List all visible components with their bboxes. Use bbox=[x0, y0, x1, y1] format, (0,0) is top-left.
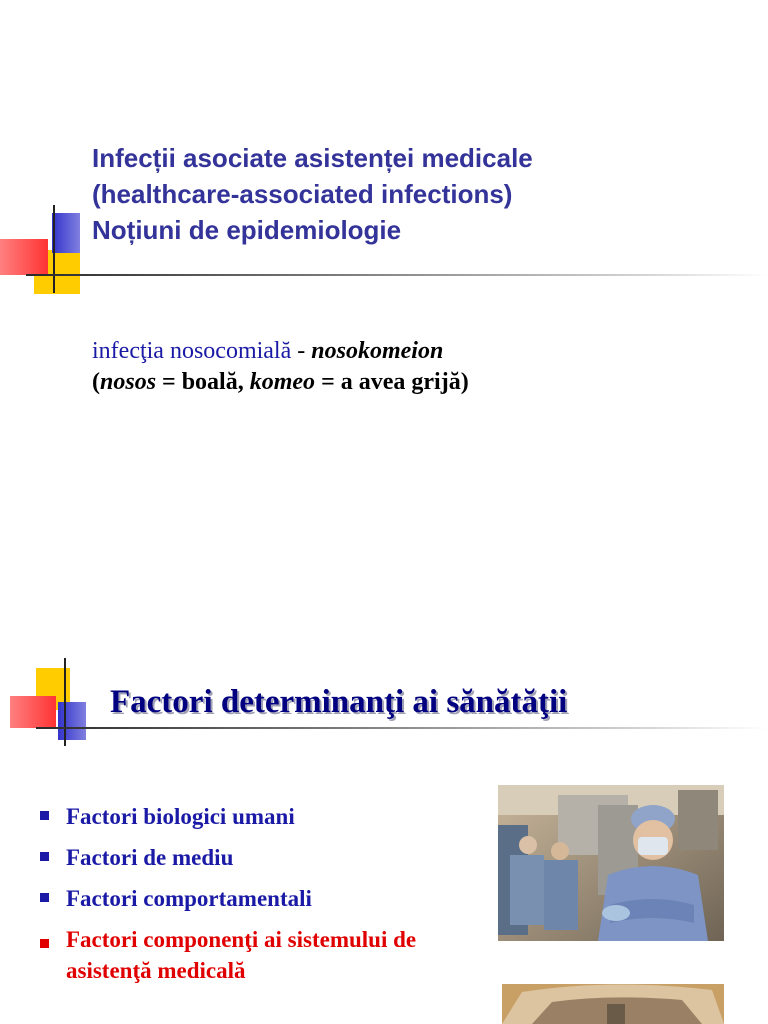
bullet-square-icon bbox=[40, 811, 49, 820]
corner-decoration-2 bbox=[8, 658, 88, 748]
open-paren: ( bbox=[92, 369, 100, 395]
bullet-square-icon bbox=[40, 893, 49, 902]
definition-line-1 bbox=[92, 336, 469, 367]
slide-2-title: Factori determinanţi ai sănătăţii bbox=[110, 684, 568, 720]
definition-line-2 bbox=[92, 367, 469, 398]
surgeon-illustration-icon bbox=[498, 785, 724, 941]
term-origin: nosokomeion bbox=[311, 338, 444, 364]
slide-1-title bbox=[92, 140, 533, 248]
medical-staff-photo bbox=[498, 785, 724, 941]
list-item-label: Factori de mediu bbox=[66, 845, 234, 870]
title-line-2: (healthcare-associated infections) bbox=[92, 179, 513, 209]
title-line-3: Noțiuni de epidemiologie bbox=[92, 215, 402, 245]
deco-vertical-line bbox=[53, 205, 55, 293]
deco-vertical-line bbox=[64, 658, 66, 746]
building-illustration-icon bbox=[502, 984, 724, 1024]
deco-red-square bbox=[0, 239, 48, 275]
definition-text bbox=[92, 336, 469, 398]
list-item bbox=[40, 796, 416, 837]
corner-decoration bbox=[0, 205, 100, 295]
term-dash: - bbox=[291, 338, 312, 364]
building-photo bbox=[502, 984, 724, 1024]
list-item bbox=[40, 924, 416, 986]
title-divider-2 bbox=[36, 727, 768, 729]
factors-list bbox=[40, 796, 416, 986]
term-nosocomial: infecţia nosocomială bbox=[92, 338, 292, 364]
deco-red-square bbox=[10, 696, 56, 728]
list-item-label: Factori comportamentali bbox=[66, 886, 312, 911]
bullet-square-icon bbox=[40, 852, 49, 861]
deco-blue-square bbox=[58, 702, 86, 740]
list-item-label: Factori componenţi ai sistemului de asistenţă medicală bbox=[66, 927, 417, 983]
word-komeo: komeo bbox=[249, 369, 316, 395]
deco-blue-square bbox=[52, 213, 80, 253]
list-item bbox=[40, 878, 416, 919]
list-item-label: Factori biologici umani bbox=[66, 804, 295, 829]
word-nosos: nosos bbox=[100, 369, 157, 395]
meaning-1: = boală, bbox=[156, 369, 250, 395]
meaning-2: = a avea grijă) bbox=[315, 369, 469, 395]
title-divider bbox=[26, 274, 768, 276]
list-item bbox=[40, 837, 416, 878]
slide-2 bbox=[0, 620, 768, 1024]
bullet-square-icon bbox=[40, 939, 49, 948]
title-line-1: Infecții asociate asistenței medicale bbox=[92, 143, 533, 173]
